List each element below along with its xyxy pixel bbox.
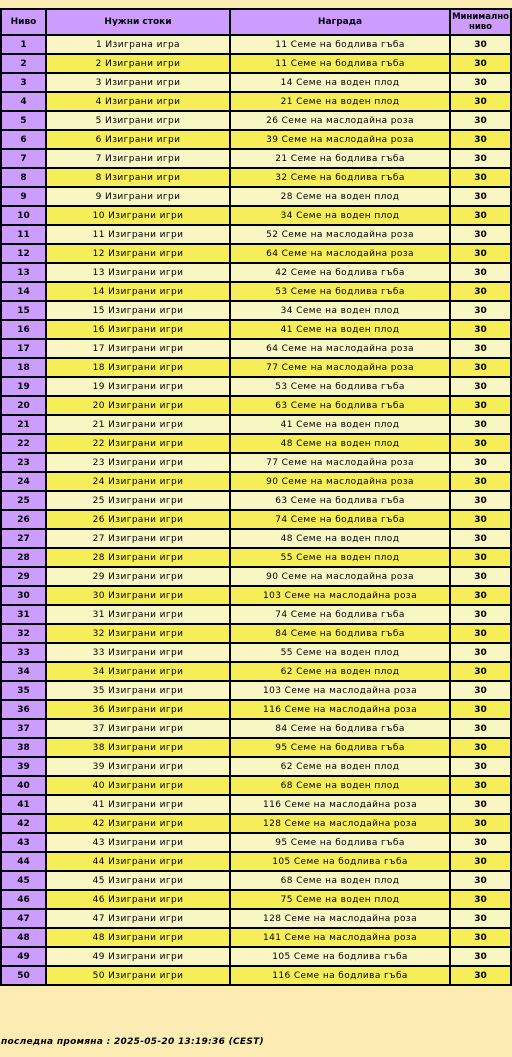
min-level-cell: 30 — [450, 814, 511, 833]
table-row — [1, 282, 511, 301]
reward-cell: 116 Семе на маслодайна роза — [230, 795, 450, 814]
min-level-cell: 30 — [450, 605, 511, 624]
goods-cell: 26 Изиграни игри — [46, 510, 230, 529]
level-cell: 30 — [1, 586, 46, 605]
goods-cell: 11 Изиграни игри — [46, 225, 230, 244]
table-row — [1, 92, 511, 111]
level-cell: 22 — [1, 434, 46, 453]
header-min-level-line1: Минимално — [452, 12, 509, 22]
goods-cell: 22 Изиграни игри — [46, 434, 230, 453]
level-cell: 44 — [1, 852, 46, 871]
goods-cell: 21 Изиграни игри — [46, 415, 230, 434]
min-level-cell: 30 — [450, 54, 511, 73]
goods-cell: 42 Изиграни игри — [46, 814, 230, 833]
table-row — [1, 415, 511, 434]
level-cell: 5 — [1, 111, 46, 130]
level-cell: 8 — [1, 168, 46, 187]
min-level-cell: 30 — [450, 586, 511, 605]
reward-cell: 95 Семе на бодлива гъба — [230, 833, 450, 852]
table-row — [1, 738, 511, 757]
goods-cell: 20 Изиграни игри — [46, 396, 230, 415]
min-level-cell: 30 — [450, 624, 511, 643]
min-level-cell: 30 — [450, 833, 511, 852]
reward-cell: 75 Семе на воден плод — [230, 890, 450, 909]
table-row — [1, 567, 511, 586]
table-row — [1, 814, 511, 833]
level-cell: 37 — [1, 719, 46, 738]
table-row — [1, 168, 511, 187]
level-cell: 23 — [1, 453, 46, 472]
table-row — [1, 320, 511, 339]
min-level-cell: 30 — [450, 73, 511, 92]
table-row — [1, 529, 511, 548]
min-level-cell: 30 — [450, 415, 511, 434]
goods-cell: 44 Изиграни игри — [46, 852, 230, 871]
goods-cell: 36 Изиграни игри — [46, 700, 230, 719]
table-row — [1, 947, 511, 966]
level-cell: 31 — [1, 605, 46, 624]
goods-cell: 37 Изиграни игри — [46, 719, 230, 738]
min-level-cell: 30 — [450, 301, 511, 320]
goods-cell: 13 Изиграни игри — [46, 263, 230, 282]
reward-cell: 84 Семе на бодлива гъба — [230, 624, 450, 643]
table-row — [1, 776, 511, 795]
goods-cell: 14 Изиграни игри — [46, 282, 230, 301]
reward-cell: 48 Семе на воден плод — [230, 434, 450, 453]
reward-cell: 55 Семе на воден плод — [230, 643, 450, 662]
table-row — [1, 54, 511, 73]
goods-cell: 19 Изиграни игри — [46, 377, 230, 396]
min-level-cell: 30 — [450, 510, 511, 529]
level-cell: 49 — [1, 947, 46, 966]
goods-cell: 12 Изиграни игри — [46, 244, 230, 263]
level-cell: 40 — [1, 776, 46, 795]
min-level-cell: 30 — [450, 548, 511, 567]
reward-cell: 62 Семе на воден плод — [230, 757, 450, 776]
min-level-cell: 30 — [450, 567, 511, 586]
reward-cell: 105 Семе на бодлива гъба — [230, 852, 450, 871]
min-level-cell: 30 — [450, 187, 511, 206]
table-row — [1, 624, 511, 643]
level-cell: 13 — [1, 263, 46, 282]
reward-cell: 21 Семе на воден плод — [230, 92, 450, 111]
level-cell: 42 — [1, 814, 46, 833]
min-level-cell: 30 — [450, 852, 511, 871]
level-cell: 48 — [1, 928, 46, 947]
goods-cell: 1 Изиграна игра — [46, 35, 230, 54]
level-cell: 36 — [1, 700, 46, 719]
reward-cell: 42 Семе на бодлива гъба — [230, 263, 450, 282]
level-cell: 16 — [1, 320, 46, 339]
table-row — [1, 966, 511, 985]
min-level-cell: 30 — [450, 92, 511, 111]
min-level-cell: 30 — [450, 795, 511, 814]
reward-cell: 116 Семе на бодлива гъба — [230, 966, 450, 985]
reward-cell: 26 Семе на маслодайна роза — [230, 111, 450, 130]
min-level-cell: 30 — [450, 662, 511, 681]
reward-cell: 34 Семе на воден плод — [230, 206, 450, 225]
goods-cell: 38 Изиграни игри — [46, 738, 230, 757]
goods-cell: 39 Изиграни игри — [46, 757, 230, 776]
min-level-cell: 30 — [450, 339, 511, 358]
level-cell: 19 — [1, 377, 46, 396]
reward-cell: 11 Семе на бодлива гъба — [230, 54, 450, 73]
reward-cell: 141 Семе на маслодайна роза — [230, 928, 450, 947]
min-level-cell: 30 — [450, 928, 511, 947]
goods-cell: 9 Изиграни игри — [46, 187, 230, 206]
table-row — [1, 510, 511, 529]
level-cell: 26 — [1, 510, 46, 529]
table-row — [1, 377, 511, 396]
table-row — [1, 491, 511, 510]
table-row — [1, 130, 511, 149]
level-cell: 46 — [1, 890, 46, 909]
reward-cell: 14 Семе на воден плод — [230, 73, 450, 92]
table-row — [1, 339, 511, 358]
reward-cell: 103 Семе на маслодайна роза — [230, 681, 450, 700]
min-level-cell: 30 — [450, 491, 511, 510]
reward-cell: 64 Семе на маслодайна роза — [230, 339, 450, 358]
level-cell: 33 — [1, 643, 46, 662]
min-level-cell: 30 — [450, 681, 511, 700]
goods-cell: 16 Изиграни игри — [46, 320, 230, 339]
min-level-cell: 30 — [450, 358, 511, 377]
level-cell: 12 — [1, 244, 46, 263]
reward-cell: 64 Семе на маслодайна роза — [230, 244, 450, 263]
header-reward: Награда — [230, 9, 450, 35]
goods-cell: 25 Изиграни игри — [46, 491, 230, 510]
goods-cell: 41 Изиграни игри — [46, 795, 230, 814]
goods-cell: 43 Изиграни игри — [46, 833, 230, 852]
rewards-table-container — [0, 8, 510, 986]
level-cell: 7 — [1, 149, 46, 168]
min-level-cell: 30 — [450, 263, 511, 282]
reward-cell: 39 Семе на маслодайна роза — [230, 130, 450, 149]
goods-cell: 49 Изиграни игри — [46, 947, 230, 966]
min-level-cell: 30 — [450, 244, 511, 263]
header-goods: Нужни стоки — [46, 9, 230, 35]
min-level-cell: 30 — [450, 472, 511, 491]
reward-cell: 77 Семе на маслодайна роза — [230, 453, 450, 472]
table-row — [1, 833, 511, 852]
min-level-cell: 30 — [450, 282, 511, 301]
reward-cell: 74 Семе на бодлива гъба — [230, 605, 450, 624]
min-level-cell: 30 — [450, 890, 511, 909]
level-cell: 39 — [1, 757, 46, 776]
goods-cell: 4 Изиграни игри — [46, 92, 230, 111]
level-cell: 10 — [1, 206, 46, 225]
goods-cell: 33 Изиграни игри — [46, 643, 230, 662]
goods-cell: 32 Изиграни игри — [46, 624, 230, 643]
reward-cell: 77 Семе на маслодайна роза — [230, 358, 450, 377]
table-row — [1, 757, 511, 776]
min-level-cell: 30 — [450, 168, 511, 187]
table-row — [1, 719, 511, 738]
goods-cell: 27 Изиграни игри — [46, 529, 230, 548]
level-cell: 4 — [1, 92, 46, 111]
level-cell: 18 — [1, 358, 46, 377]
goods-cell: 3 Изиграни игри — [46, 73, 230, 92]
goods-cell: 47 Изиграни игри — [46, 909, 230, 928]
level-cell: 3 — [1, 73, 46, 92]
level-cell: 27 — [1, 529, 46, 548]
goods-cell: 17 Изиграни игри — [46, 339, 230, 358]
goods-cell: 7 Изиграни игри — [46, 149, 230, 168]
level-cell: 2 — [1, 54, 46, 73]
min-level-cell: 30 — [450, 966, 511, 985]
last-modified-text: последна промяна : 2025-05-20 13:19:36 (CEST) — [1, 1037, 264, 1047]
goods-cell: 23 Изиграни игри — [46, 453, 230, 472]
goods-cell: 29 Изиграни игри — [46, 567, 230, 586]
goods-cell: 8 Изиграни игри — [46, 168, 230, 187]
goods-cell: 30 Изиграни игри — [46, 586, 230, 605]
level-cell: 28 — [1, 548, 46, 567]
table-row — [1, 605, 511, 624]
goods-cell: 18 Изиграни игри — [46, 358, 230, 377]
reward-cell: 63 Семе на бодлива гъба — [230, 491, 450, 510]
reward-cell: 95 Семе на бодлива гъба — [230, 738, 450, 757]
goods-cell: 31 Изиграни игри — [46, 605, 230, 624]
level-cell: 14 — [1, 282, 46, 301]
reward-cell: 128 Семе на маслодайна роза — [230, 814, 450, 833]
min-level-cell: 30 — [450, 149, 511, 168]
min-level-cell: 30 — [450, 738, 511, 757]
reward-cell: 41 Семе на воден плод — [230, 320, 450, 339]
goods-cell: 2 Изиграни игри — [46, 54, 230, 73]
goods-cell: 34 Изиграни игри — [46, 662, 230, 681]
min-level-cell: 30 — [450, 947, 511, 966]
reward-cell: 11 Семе на бодлива гъба — [230, 35, 450, 54]
reward-cell: 103 Семе на маслодайна роза — [230, 586, 450, 605]
level-cell: 29 — [1, 567, 46, 586]
table-row — [1, 909, 511, 928]
table-row — [1, 871, 511, 890]
header-level: Ниво — [1, 9, 46, 35]
level-cell: 32 — [1, 624, 46, 643]
reward-cell: 62 Семе на воден плод — [230, 662, 450, 681]
header-min-level-line2: ниво — [468, 22, 493, 32]
goods-cell: 15 Изиграни игри — [46, 301, 230, 320]
min-level-cell: 30 — [450, 757, 511, 776]
table-row — [1, 586, 511, 605]
reward-cell: 21 Семе на бодлива гъба — [230, 149, 450, 168]
reward-cell: 116 Семе на маслодайна роза — [230, 700, 450, 719]
level-cell: 34 — [1, 662, 46, 681]
reward-cell: 90 Семе на маслодайна роза — [230, 472, 450, 491]
reward-cell: 32 Семе на бодлива гъба — [230, 168, 450, 187]
level-cell: 6 — [1, 130, 46, 149]
level-cell: 45 — [1, 871, 46, 890]
table-row — [1, 225, 511, 244]
table-row — [1, 643, 511, 662]
goods-cell: 46 Изиграни игри — [46, 890, 230, 909]
min-level-cell: 30 — [450, 130, 511, 149]
reward-cell: 41 Семе на воден плод — [230, 415, 450, 434]
table-row — [1, 434, 511, 453]
min-level-cell: 30 — [450, 776, 511, 795]
goods-cell: 40 Изиграни игри — [46, 776, 230, 795]
level-cell: 38 — [1, 738, 46, 757]
reward-cell: 48 Семе на воден плод — [230, 529, 450, 548]
level-cell: 25 — [1, 491, 46, 510]
table-row — [1, 928, 511, 947]
min-level-cell: 30 — [450, 453, 511, 472]
reward-cell: 52 Семе на маслодайна роза — [230, 225, 450, 244]
header-min-level — [450, 9, 511, 35]
level-cell: 11 — [1, 225, 46, 244]
goods-cell: 24 Изиграни игри — [46, 472, 230, 491]
min-level-cell: 30 — [450, 719, 511, 738]
table-row — [1, 263, 511, 282]
min-level-cell: 30 — [450, 643, 511, 662]
table-row — [1, 396, 511, 415]
level-cell: 35 — [1, 681, 46, 700]
table-body — [1, 35, 511, 985]
table-row — [1, 681, 511, 700]
level-cell: 43 — [1, 833, 46, 852]
goods-cell: 28 Изиграни игри — [46, 548, 230, 567]
goods-cell: 48 Изиграни игри — [46, 928, 230, 947]
min-level-cell: 30 — [450, 700, 511, 719]
table-row — [1, 890, 511, 909]
reward-cell: 68 Семе на воден плод — [230, 776, 450, 795]
min-level-cell: 30 — [450, 529, 511, 548]
level-cell: 47 — [1, 909, 46, 928]
table-row — [1, 244, 511, 263]
reward-cell: 90 Семе на маслодайна роза — [230, 567, 450, 586]
table-row — [1, 548, 511, 567]
goods-cell: 50 Изиграни игри — [46, 966, 230, 985]
goods-cell: 35 Изиграни игри — [46, 681, 230, 700]
table-row — [1, 795, 511, 814]
min-level-cell: 30 — [450, 320, 511, 339]
level-cell: 50 — [1, 966, 46, 985]
level-cell: 41 — [1, 795, 46, 814]
reward-cell: 34 Семе на воден плод — [230, 301, 450, 320]
table-row — [1, 187, 511, 206]
min-level-cell: 30 — [450, 206, 511, 225]
min-level-cell: 30 — [450, 111, 511, 130]
reward-cell: 105 Семе на бодлива гъба — [230, 947, 450, 966]
goods-cell: 6 Изиграни игри — [46, 130, 230, 149]
reward-cell: 74 Семе на бодлива гъба — [230, 510, 450, 529]
reward-cell: 63 Семе на бодлива гъба — [230, 396, 450, 415]
reward-cell: 55 Семе на воден плод — [230, 548, 450, 567]
table-row — [1, 453, 511, 472]
table-row — [1, 35, 511, 54]
reward-cell: 28 Семе на воден плод — [230, 187, 450, 206]
table-row — [1, 662, 511, 681]
table-row — [1, 111, 511, 130]
min-level-cell: 30 — [450, 225, 511, 244]
level-cell: 15 — [1, 301, 46, 320]
level-cell: 20 — [1, 396, 46, 415]
table-header-row — [1, 9, 511, 35]
min-level-cell: 30 — [450, 377, 511, 396]
reward-cell: 53 Семе на бодлива гъба — [230, 377, 450, 396]
level-cell: 24 — [1, 472, 46, 491]
table-row — [1, 852, 511, 871]
table-row — [1, 206, 511, 225]
goods-cell: 5 Изиграни игри — [46, 111, 230, 130]
table-row — [1, 472, 511, 491]
level-cell: 21 — [1, 415, 46, 434]
min-level-cell: 30 — [450, 871, 511, 890]
min-level-cell: 30 — [450, 35, 511, 54]
table-row — [1, 149, 511, 168]
min-level-cell: 30 — [450, 396, 511, 415]
rewards-table — [0, 8, 512, 986]
table-row — [1, 358, 511, 377]
level-cell: 17 — [1, 339, 46, 358]
min-level-cell: 30 — [450, 909, 511, 928]
table-row — [1, 73, 511, 92]
goods-cell: 45 Изиграни игри — [46, 871, 230, 890]
reward-cell: 68 Семе на воден плод — [230, 871, 450, 890]
table-row — [1, 700, 511, 719]
table-row — [1, 301, 511, 320]
reward-cell: 53 Семе на бодлива гъба — [230, 282, 450, 301]
min-level-cell: 30 — [450, 434, 511, 453]
level-cell: 1 — [1, 35, 46, 54]
reward-cell: 84 Семе на бодлива гъба — [230, 719, 450, 738]
level-cell: 9 — [1, 187, 46, 206]
goods-cell: 10 Изиграни игри — [46, 206, 230, 225]
reward-cell: 128 Семе на маслодайна роза — [230, 909, 450, 928]
